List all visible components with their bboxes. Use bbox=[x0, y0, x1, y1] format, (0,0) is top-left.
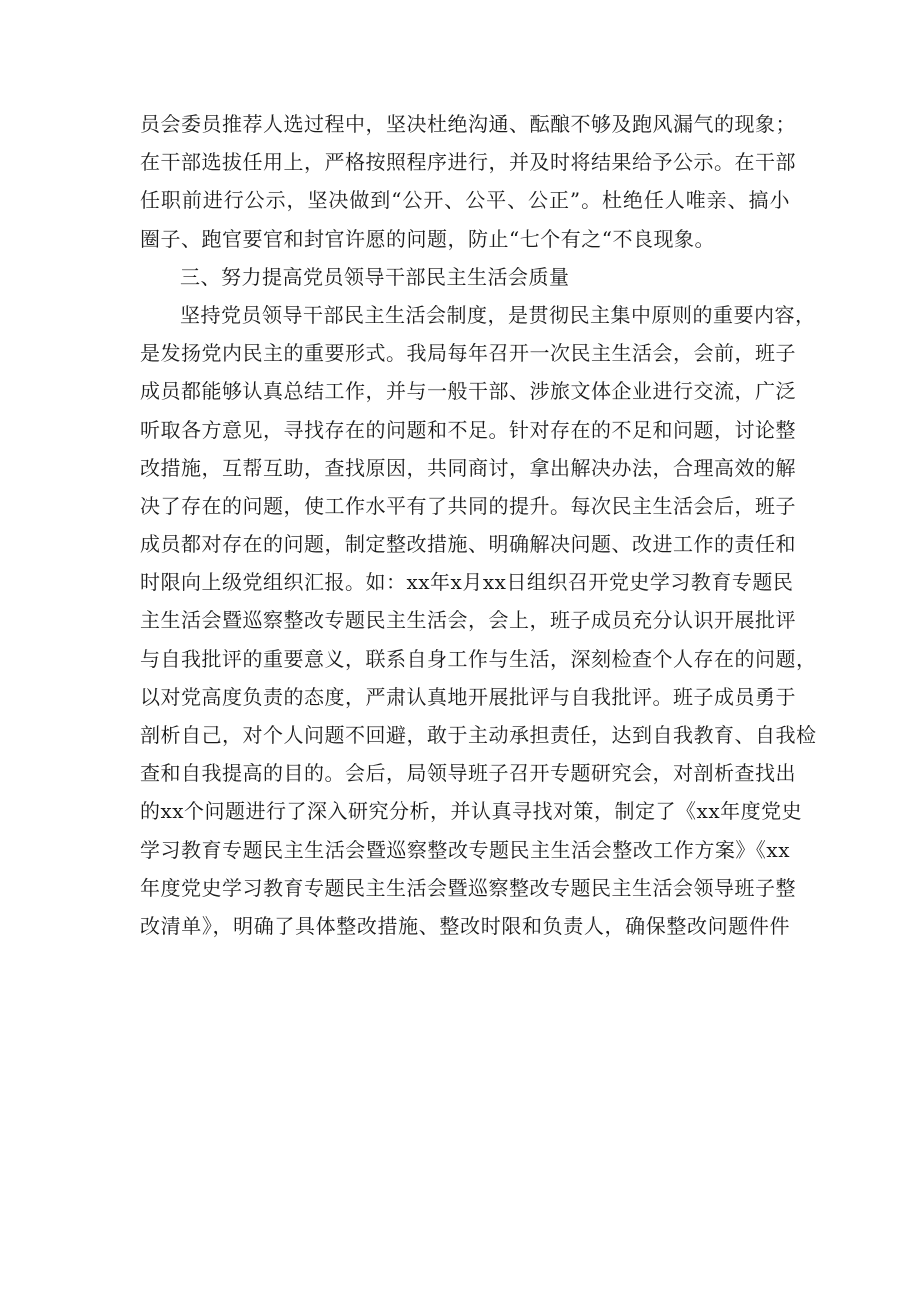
text-line: 的xx个问题进行了深入研究分析，并认真寻找对策，制定了《xx年度党史 bbox=[140, 799, 803, 824]
paragraph-body bbox=[140, 296, 817, 945]
text-line: 时限向上级党组织汇报。如：xx年x月xx日组织召开党史学习教育专题民 bbox=[140, 570, 794, 595]
text-line: 与自我批评的重要意义，联系自身工作与生活，深刻检查个人存在的问题， bbox=[140, 646, 817, 671]
section-heading bbox=[140, 258, 790, 296]
paragraph-continuation bbox=[140, 105, 796, 258]
heading-text: 三、努力提高党员领导干部民主生活会质量 bbox=[180, 264, 570, 289]
text-line: 坚持党员领导干部民主生活会制度，是贯彻民主集中原则的重要内容， bbox=[180, 302, 816, 327]
text-line: 改措施，互帮互助，查找原因，共同商讨，拿出解决办法，合理高效的解 bbox=[140, 455, 796, 480]
text-line: 决了存在的问题，使工作水平有了共同的提升。每次民主生活会后，班子 bbox=[140, 493, 796, 518]
text-line: 成员都对存在的问题，制定整改措施、明确解决问题、改进工作的责任和 bbox=[140, 532, 796, 557]
text-line: 成员都能够认真总结工作，并与一般干部、涉旅文体企业进行交流，广泛 bbox=[140, 379, 796, 404]
text-line: 学习教育专题民主生活会暨巡察整改专题民主生活会整改工作方案》《xx bbox=[140, 837, 790, 862]
text-line: 圈子、跑官要官和封官许愿的问题，防止“七个有之“不良现象。 bbox=[140, 226, 715, 251]
text-line: 以对党高度负责的态度，严肃认真地开展批评与自我批评。班子成员勇于 bbox=[140, 684, 796, 709]
text-line: 任职前进行公示，坚决做到“公开、公平、公正”。杜绝任人唯亲、搞小 bbox=[140, 188, 790, 213]
text-line: 是发扬党内民主的重要形式。我局每年召开一次民主生活会，会前，班子 bbox=[140, 341, 796, 366]
text-line: 剖析自己，对个人问题不回避，敢于主动承担责任，达到自我教育、自我检 bbox=[140, 723, 817, 747]
text-line: 改清单》，明确了具体整改措施、整改时限和负责人，确保整改问题件件 bbox=[140, 913, 790, 938]
text-line: 年度党史学习教育专题民主生活会暨巡察整改专题民主生活会领导班子整 bbox=[140, 875, 796, 900]
text-line: 在干部选拔任用上，严格按照程序进行，并及时将结果给予公示。在干部 bbox=[140, 150, 796, 175]
document-body bbox=[140, 105, 817, 945]
text-line: 听取各方意见，寻找存在的问题和不足。针对存在的不足和问题，讨论整 bbox=[140, 417, 796, 442]
text-line: 查和自我提高的目的。会后，局领导班子召开专题研究会，对剖析查找出 bbox=[140, 761, 796, 786]
text-line: 主生活会暨巡察整改专题民主生活会，会上，班子成员充分认识开展批评 bbox=[140, 608, 796, 633]
text-line: 员会委员推荐人选过程中，坚决杜绝沟通、酝酿不够及跑风漏气的现象； bbox=[140, 112, 796, 136]
